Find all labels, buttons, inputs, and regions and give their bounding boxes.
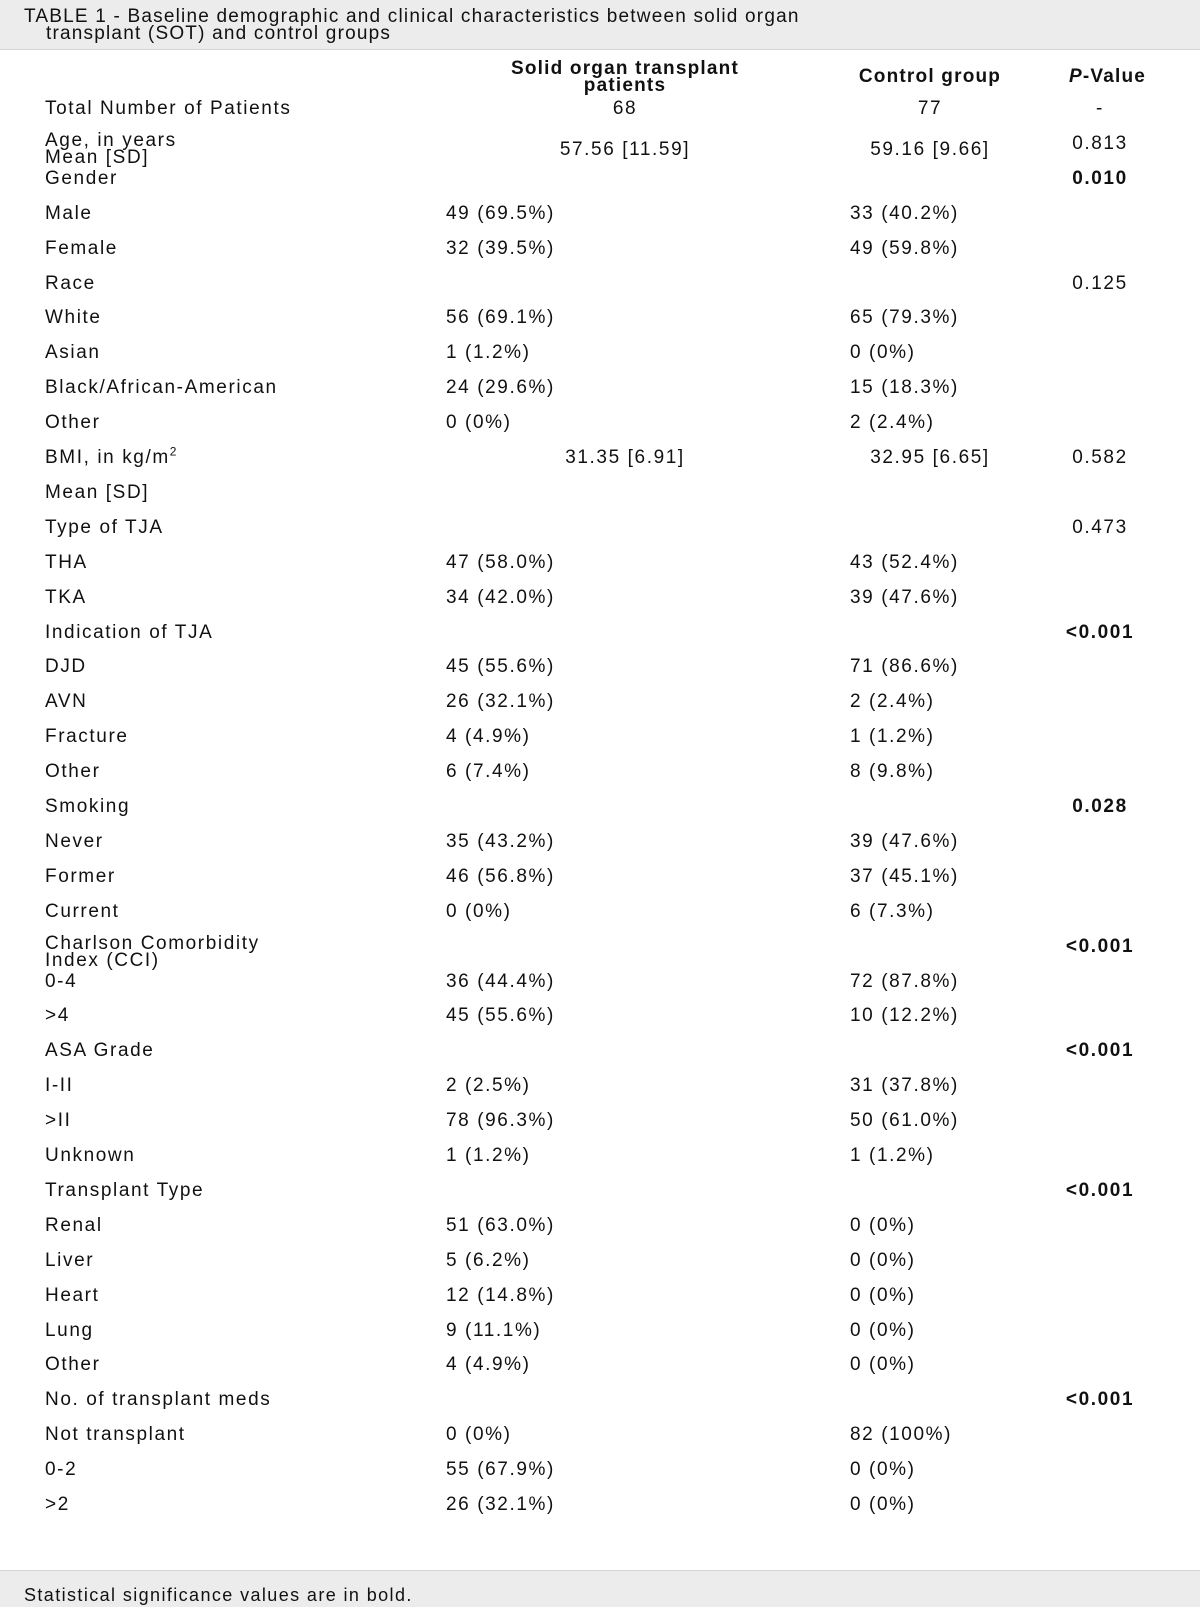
cell-sot: 26 (32.1%) — [446, 1494, 555, 1515]
row-label — [45, 272, 96, 294]
cell-p-value: 0.028 — [1072, 796, 1128, 817]
cell-control: 50 (61.0%) — [850, 1110, 959, 1132]
cell-control: 2 (2.4%) — [850, 691, 935, 713]
row-label — [45, 1459, 78, 1481]
row-label-text: White — [45, 307, 102, 329]
cell-sot: 4 (4.9%) — [446, 726, 531, 748]
row-label-text: Race — [45, 272, 96, 294]
cell-control: 0 (0%) — [850, 1284, 916, 1306]
cell-sot: 6 (7.4%) — [446, 761, 531, 783]
cell-control: 59.16 [9.66] — [870, 138, 990, 160]
cell-control: 39 (47.6%) — [850, 830, 959, 852]
cell-control: 77 — [917, 98, 943, 119]
row-label — [45, 481, 150, 503]
cell-control: 32.95 [6.65] — [870, 447, 990, 468]
cell-sot: 1 (1.2%) — [446, 342, 531, 364]
row-label — [45, 167, 118, 189]
cell-sot: 4 (4.9%) — [446, 1354, 531, 1376]
row-label — [45, 1249, 95, 1271]
cell-sot: 0 (0%) — [446, 412, 512, 434]
row-label-text: >4 — [45, 1005, 70, 1027]
cell-control: 31 (37.8%) — [850, 1075, 959, 1097]
cell-sot: 51 (63.0%) — [446, 1214, 555, 1236]
cell-control: 0 (0%) — [850, 1354, 916, 1376]
row-label — [45, 1147, 135, 1164]
cell-sot: 78 (96.3%) — [446, 1110, 555, 1132]
header-sot — [450, 60, 800, 94]
row-label-text: 0-4 — [45, 970, 78, 992]
cell-control: 8 (9.8%) — [850, 761, 935, 783]
row-label — [45, 516, 164, 538]
cell-sot: 26 (32.1%) — [446, 691, 555, 713]
cell-p-value: 0.473 — [1072, 516, 1128, 538]
row-label-text: Charlson Comorbidity — [45, 932, 260, 954]
row-label-text: ASA Grade — [45, 1040, 155, 1062]
row-label — [45, 377, 278, 399]
table-caption — [0, 0, 1200, 50]
cell-p-value: <0.001 — [1065, 1179, 1135, 1201]
row-label — [45, 932, 260, 971]
cell-sot: 56 (69.1%) — [446, 307, 555, 329]
row-label-text: Current — [45, 900, 120, 922]
row-label — [45, 444, 179, 468]
row-label-text: Not transplant — [45, 1424, 186, 1446]
header-p-letter: P — [1068, 66, 1083, 87]
row-label-text: Lung — [45, 1319, 94, 1341]
cell-sot: 68 — [612, 98, 638, 119]
row-label — [45, 307, 102, 329]
row-label-text: DJD — [45, 656, 87, 678]
row-label — [45, 656, 87, 678]
header-sot-line-1: Solid organ transplant — [510, 58, 740, 79]
cell-control: 0 (0%) — [850, 1214, 916, 1236]
row-label-text: Asian — [45, 342, 101, 364]
row-label-text: Fracture — [45, 726, 129, 748]
row-label-text: Black/African-American — [45, 377, 278, 399]
cell-sot: 57.56 [11.59] — [559, 138, 691, 160]
cell-control: 10 (12.2%) — [850, 1005, 959, 1027]
cell-sot: 0 (0%) — [446, 1424, 512, 1446]
row-label-text-line-2: Index (CCI) — [45, 949, 160, 971]
row-label-text: >2 — [45, 1494, 70, 1515]
row-label-text: Renal — [45, 1214, 103, 1236]
cell-sot: 24 (29.6%) — [446, 377, 555, 399]
row-label-text: No. of transplant meds — [45, 1389, 272, 1411]
cell-control: 49 (59.8%) — [850, 237, 959, 259]
header-sot-line-2: patients — [583, 75, 667, 96]
cell-p-value: 0.125 — [1072, 272, 1128, 294]
cell-sot: 45 (55.6%) — [446, 1005, 555, 1027]
row-label — [45, 970, 78, 992]
row-label — [45, 830, 104, 852]
cell-sot: 36 (44.4%) — [446, 970, 555, 992]
row-label — [45, 1354, 101, 1376]
cell-sot: 32 (39.5%) — [446, 237, 555, 259]
cell-p-value: <0.001 — [1065, 935, 1135, 957]
row-label — [45, 100, 291, 117]
row-label — [45, 1179, 205, 1201]
row-label-text: THA — [45, 551, 88, 573]
row-label — [45, 1496, 70, 1513]
row-label-text: Mean [SD] — [45, 481, 150, 503]
row-label — [45, 586, 87, 608]
row-label — [45, 551, 88, 573]
cell-p-value: 0.010 — [1072, 167, 1128, 189]
cell-control: 71 (86.6%) — [850, 656, 959, 678]
row-label — [45, 1319, 94, 1341]
row-label — [45, 1075, 74, 1097]
cell-p-value: 0.582 — [1072, 447, 1128, 468]
row-label-text: Indication of TJA — [45, 621, 214, 643]
row-label-text: >II — [45, 1110, 72, 1132]
row-label-text: Other — [45, 412, 101, 434]
cell-sot: 0 (0%) — [446, 900, 512, 922]
cell-sot: 5 (6.2%) — [446, 1249, 531, 1271]
row-label-text: I-II — [45, 1075, 74, 1097]
cell-control: 43 (52.4%) — [850, 551, 959, 573]
row-label-text: Heart — [45, 1284, 100, 1306]
row-label-text: Liver — [45, 1249, 95, 1271]
row-label — [45, 798, 130, 815]
row-label-text: 0-2 — [45, 1459, 78, 1481]
row-label-text: Other — [45, 1354, 101, 1376]
row-label-text: Former — [45, 865, 116, 887]
cell-p-value: <0.001 — [1065, 1389, 1135, 1411]
cell-sot: 55 (67.9%) — [446, 1459, 555, 1481]
cell-control: 65 (79.3%) — [850, 307, 959, 329]
row-label — [45, 1005, 70, 1027]
cell-p-value: <0.001 — [1065, 621, 1135, 643]
row-label-text: Transplant Type — [45, 1179, 205, 1201]
cell-control: 39 (47.6%) — [850, 586, 959, 608]
row-label — [45, 237, 118, 259]
row-label-text: Total Number of Patients — [45, 98, 292, 119]
row-label-text: Unknown — [45, 1145, 136, 1166]
row-label-text: Never — [45, 830, 104, 852]
row-label — [45, 1110, 72, 1132]
cell-control: 82 (100%) — [850, 1424, 953, 1446]
cell-control: 0 (0%) — [850, 1249, 916, 1271]
cell-control: 1 (1.2%) — [850, 1145, 935, 1166]
cell-sot: 1 (1.2%) — [446, 1145, 531, 1166]
row-label-text: AVN — [45, 691, 88, 713]
cell-p-value: - — [1096, 98, 1104, 119]
row-label — [45, 691, 88, 713]
cell-p-value: <0.001 — [1065, 1040, 1135, 1062]
caption-line-1: TABLE 1 - Baseline demographic and clinical characteristics between solid organ — [24, 6, 800, 27]
row-label-text: Gender — [45, 167, 118, 189]
cell-sot: 2 (2.5%) — [446, 1075, 531, 1097]
cell-p-value: 0.813 — [1072, 132, 1128, 154]
cell-sot: 45 (55.6%) — [446, 656, 555, 678]
cell-sot: 47 (58.0%) — [446, 551, 555, 573]
table-footnote: Statistical significance values are in bold. — [0, 1570, 1200, 1607]
cell-control: 2 (2.4%) — [850, 412, 935, 434]
cell-sot: 34 (42.0%) — [446, 586, 555, 608]
cell-sot: 46 (56.8%) — [446, 865, 555, 887]
cell-sot: 12 (14.8%) — [446, 1284, 555, 1306]
cell-control: 0 (0%) — [850, 1319, 916, 1341]
row-label-text-line-2: Mean [SD] — [45, 146, 150, 168]
row-label-text: BMI, in kg/m — [45, 447, 170, 468]
row-label — [45, 621, 214, 643]
row-label — [45, 202, 93, 224]
row-label — [45, 1424, 186, 1446]
row-label — [45, 1389, 272, 1411]
row-label — [45, 412, 101, 434]
cell-control: 0 (0%) — [850, 1494, 916, 1515]
row-label-superscript: 2 — [169, 444, 179, 459]
cell-sot: 49 (69.5%) — [446, 202, 555, 224]
row-label-text: Smoking — [45, 796, 131, 817]
row-label — [45, 342, 101, 364]
cell-control: 33 (40.2%) — [850, 202, 959, 224]
cell-control: 72 (87.8%) — [850, 970, 959, 992]
header-control: Control group — [858, 66, 1002, 87]
row-label-text: Other — [45, 761, 101, 783]
row-label-text: TKA — [45, 586, 87, 608]
row-label — [45, 865, 116, 887]
header-p-value — [1040, 68, 1175, 85]
cell-sot: 31.35 [6.91] — [565, 447, 685, 468]
row-label — [45, 1214, 103, 1236]
row-label — [45, 761, 101, 783]
cell-control: 6 (7.3%) — [850, 900, 935, 922]
row-label — [45, 1284, 100, 1306]
cell-sot: 9 (11.1%) — [446, 1319, 542, 1341]
row-label-text: Type of TJA — [45, 516, 164, 538]
cell-control: 0 (0%) — [850, 1459, 916, 1481]
cell-sot: 35 (43.2%) — [446, 830, 555, 852]
cell-control: 0 (0%) — [850, 342, 916, 364]
cell-control: 15 (18.3%) — [850, 377, 959, 399]
cell-control: 37 (45.1%) — [850, 865, 959, 887]
caption-line-2: transplant (SOT) and control groups — [46, 23, 392, 44]
row-label — [45, 900, 120, 922]
row-label — [45, 726, 129, 748]
cell-control: 1 (1.2%) — [850, 726, 935, 748]
row-label — [45, 1040, 155, 1062]
row-label — [45, 129, 177, 168]
row-label-text: Female — [45, 237, 118, 259]
row-label-text: Male — [45, 202, 93, 224]
header-p-suffix: -Value — [1082, 66, 1147, 87]
row-label-text: Age, in years — [45, 129, 177, 151]
